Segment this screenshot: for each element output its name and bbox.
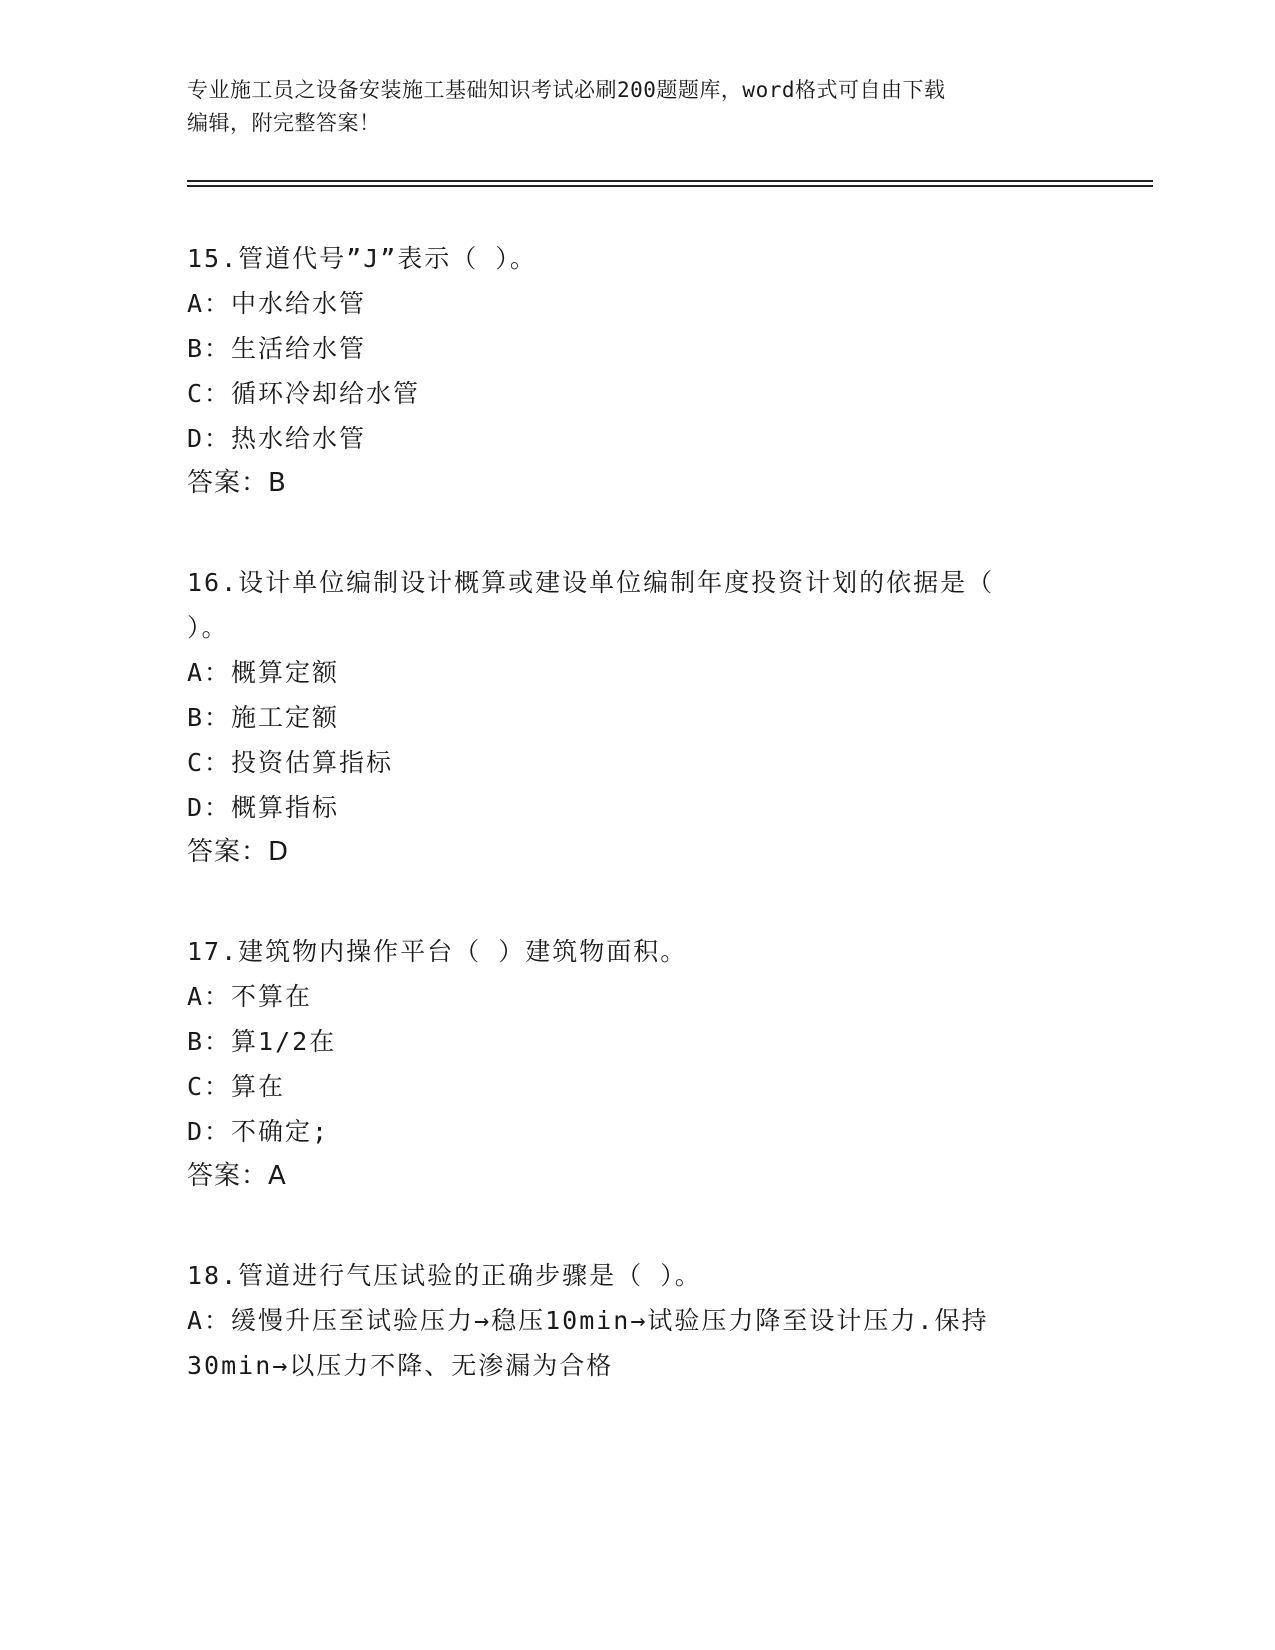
option-a: A：概算定额 (187, 658, 340, 687)
header-divider-bottom (187, 185, 1153, 187)
option-d: D：不确定; (187, 1117, 330, 1146)
option-b: B：算1/2在 (187, 1027, 337, 1056)
answer: 答案：B (187, 468, 287, 498)
option-c: C：投资估算指标 (187, 748, 394, 777)
question-list (187, 236, 1087, 1442)
option-c: C：算在 (187, 1072, 286, 1101)
option-a: A：中水给水管 (187, 289, 367, 318)
question-stem: 18.管道进行气压试验的正确步骤是（ ）。 (187, 1261, 702, 1290)
header-divider-top (187, 180, 1153, 182)
question-stem: 15.管道代号”J”表示（ ）。 (187, 244, 537, 273)
question-18 (187, 1253, 1087, 1388)
header-line-1: 专业施工员之设备安装施工基础知识考试必刷200题题库，word格式可自由下载 (187, 78, 946, 102)
option-b: B：施工定额 (187, 703, 340, 732)
document-header (187, 74, 1087, 140)
option-d: D：概算指标 (187, 793, 340, 822)
answer: 答案：D (187, 837, 290, 867)
option-b: B：生活给水管 (187, 334, 367, 363)
question-stem: 17.建筑物内操作平台（ ）建筑物面积。 (187, 937, 688, 966)
question-15 (187, 236, 1087, 506)
option-a-continued: 30min→以压力不降、无渗漏为合格 (187, 1351, 614, 1380)
question-stem: 16.设计单位编制设计概算或建设单位编制年度投资计划的依据是（ (187, 568, 995, 597)
question-stem-continued: ）。 (187, 613, 229, 642)
header-line-2: 编辑，附完整答案！ (187, 111, 381, 135)
option-c: C：循环冷却给水管 (187, 379, 421, 408)
question-16 (187, 560, 1087, 875)
option-a: A：缓慢升压至试验压力→稳压10min→试验压力降至设计压力.保持 (187, 1306, 989, 1335)
option-a: A：不算在 (187, 982, 313, 1011)
question-17 (187, 929, 1087, 1199)
option-d: D：热水给水管 (187, 424, 367, 453)
answer: 答案：A (187, 1161, 287, 1191)
